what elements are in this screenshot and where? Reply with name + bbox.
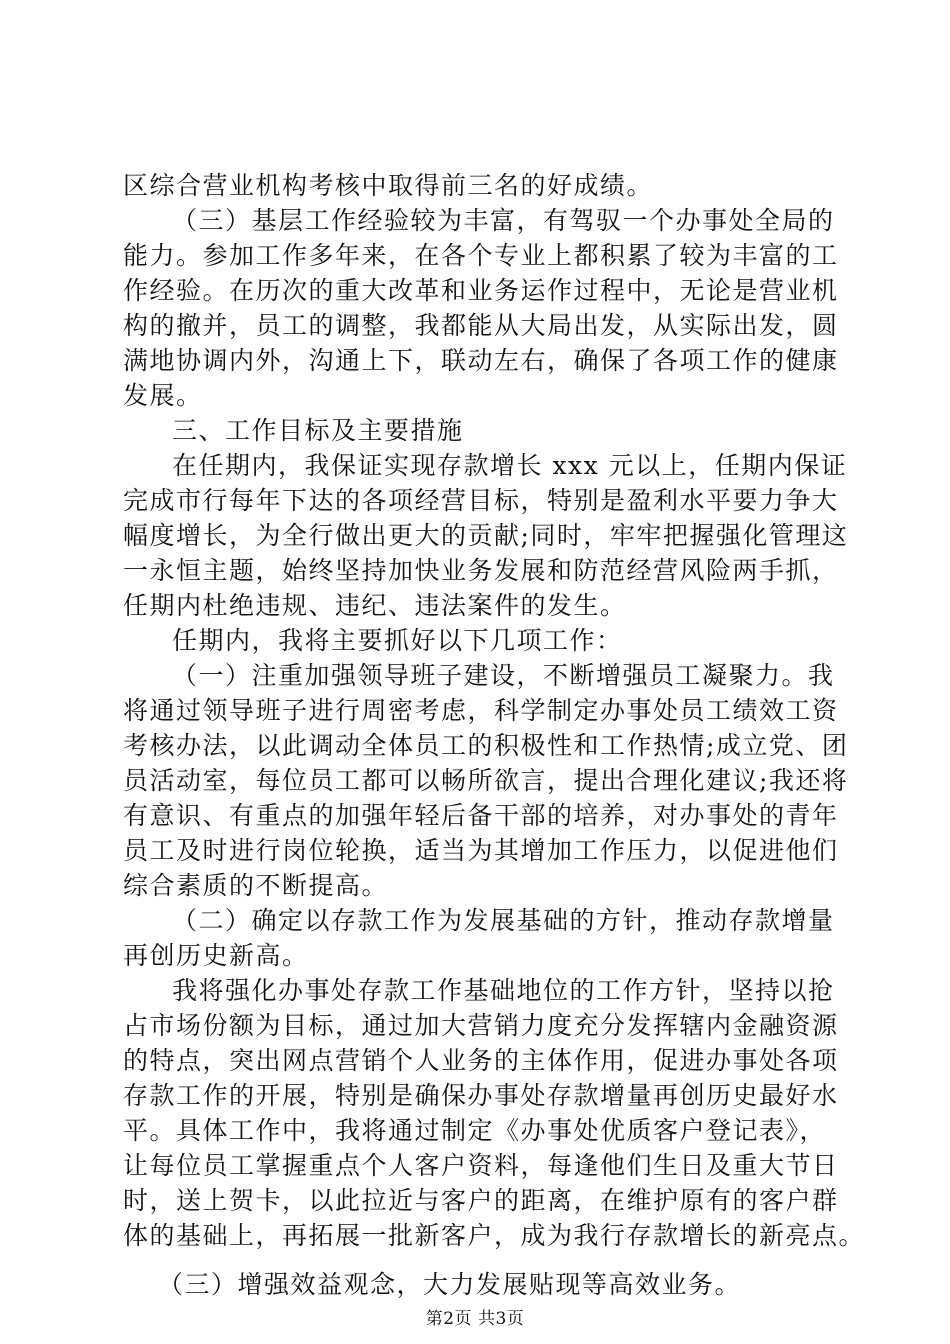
- text-line: 综合素质的不断提高。: [123, 871, 389, 900]
- text-line: 幅度增长，为全行做出更大的贡献;同时，牢牢把握强化管理这: [123, 521, 849, 550]
- text-line: 任期内杜绝违规、违纪、违法案件的发生。: [123, 591, 627, 620]
- text-line: 满地协调内外，沟通上下，联动左右，确保了各项工作的健康: [123, 346, 839, 375]
- text-line: 有意识、有重点的加强年轻后备干部的培养，对办事处的青年: [123, 801, 839, 830]
- text-line: （一）注重加强领导班子建设，不断增强员工凝聚力。我: [172, 661, 835, 690]
- text-line: 我将强化办事处存款工作基础地位的工作方针，坚持以抢: [172, 976, 835, 1005]
- text-line: 存款工作的开展，特别是确保办事处存款增量再创历史最好水: [123, 1081, 839, 1110]
- text-line: 员活动室，每位员工都可以畅所欲言，提出合理化建议;我还将: [123, 766, 849, 795]
- text-line: 考核办法，以此调动全体员工的积极性和工作热情;成立党、团: [123, 731, 849, 760]
- text-line: （三）增强效益观念，大力发展贴现等高效业务。: [158, 1270, 742, 1299]
- section-heading: 三、工作目标及主要措施: [172, 416, 464, 445]
- text-line: 完成市行每年下达的各项经营目标，特别是盈利水平要力争大: [123, 486, 839, 515]
- text-line: 发展。: [123, 381, 203, 410]
- text-line: 一永恒主题，始终坚持加快业务发展和防范经营风险两手抓，: [123, 556, 839, 585]
- text-line: 时，送上贺卡，以此拉近与客户的距离，在维护原有的客户群: [123, 1186, 839, 1215]
- text-line: 体的基础上，再拓展一批新客户，成为我行存款增长的新亮点。: [123, 1221, 866, 1250]
- text-line: 构的撤并，员工的调整，我都能从大局出发，从实际出发，圆: [123, 311, 839, 340]
- text-line: 区综合营业机构考核中取得前三名的好成绩。: [123, 171, 654, 200]
- text-line: 占市场份额为目标，通过加大营销力度充分发挥辖内金融资源: [123, 1011, 839, 1040]
- text-line: 任期内，我将主要抓好以下几项工作：: [172, 626, 623, 655]
- page-footer: 第2页 共3页: [425, 1309, 525, 1329]
- text-line: 员工及时进行岗位轮换，适当为其增加工作压力，以促进他们: [123, 836, 839, 865]
- text-line: （二）确定以存款工作为发展基础的方针，推动存款增量: [172, 906, 835, 935]
- text-line: 作经验。在历次的重大改革和业务运作过程中，无论是营业机: [123, 276, 839, 305]
- text-line: （三）基层工作经验较为丰富，有驾驭一个办事处全局的: [172, 206, 835, 235]
- text-line: 的特点，突出网点营销个人业务的主体作用，促进办事处各项: [123, 1046, 839, 1075]
- text-line: 平。具体工作中，我将通过制定《办事处优质客户登记表》，: [123, 1116, 827, 1145]
- text-line: 让每位员工掌握重点个人客户资料，每逢他们生日及重大节日: [123, 1151, 839, 1180]
- text-line: 能力。参加工作多年来，在各个专业上都积累了较为丰富的工: [123, 241, 839, 270]
- text-line: 将通过领导班子进行周密考虑，科学制定办事处员工绩效工资: [123, 696, 839, 725]
- text-line: 再创历史新高。: [123, 941, 309, 970]
- text-line: 在任期内，我保证实现存款增长 xxx 元以上，任期内保证: [172, 451, 848, 480]
